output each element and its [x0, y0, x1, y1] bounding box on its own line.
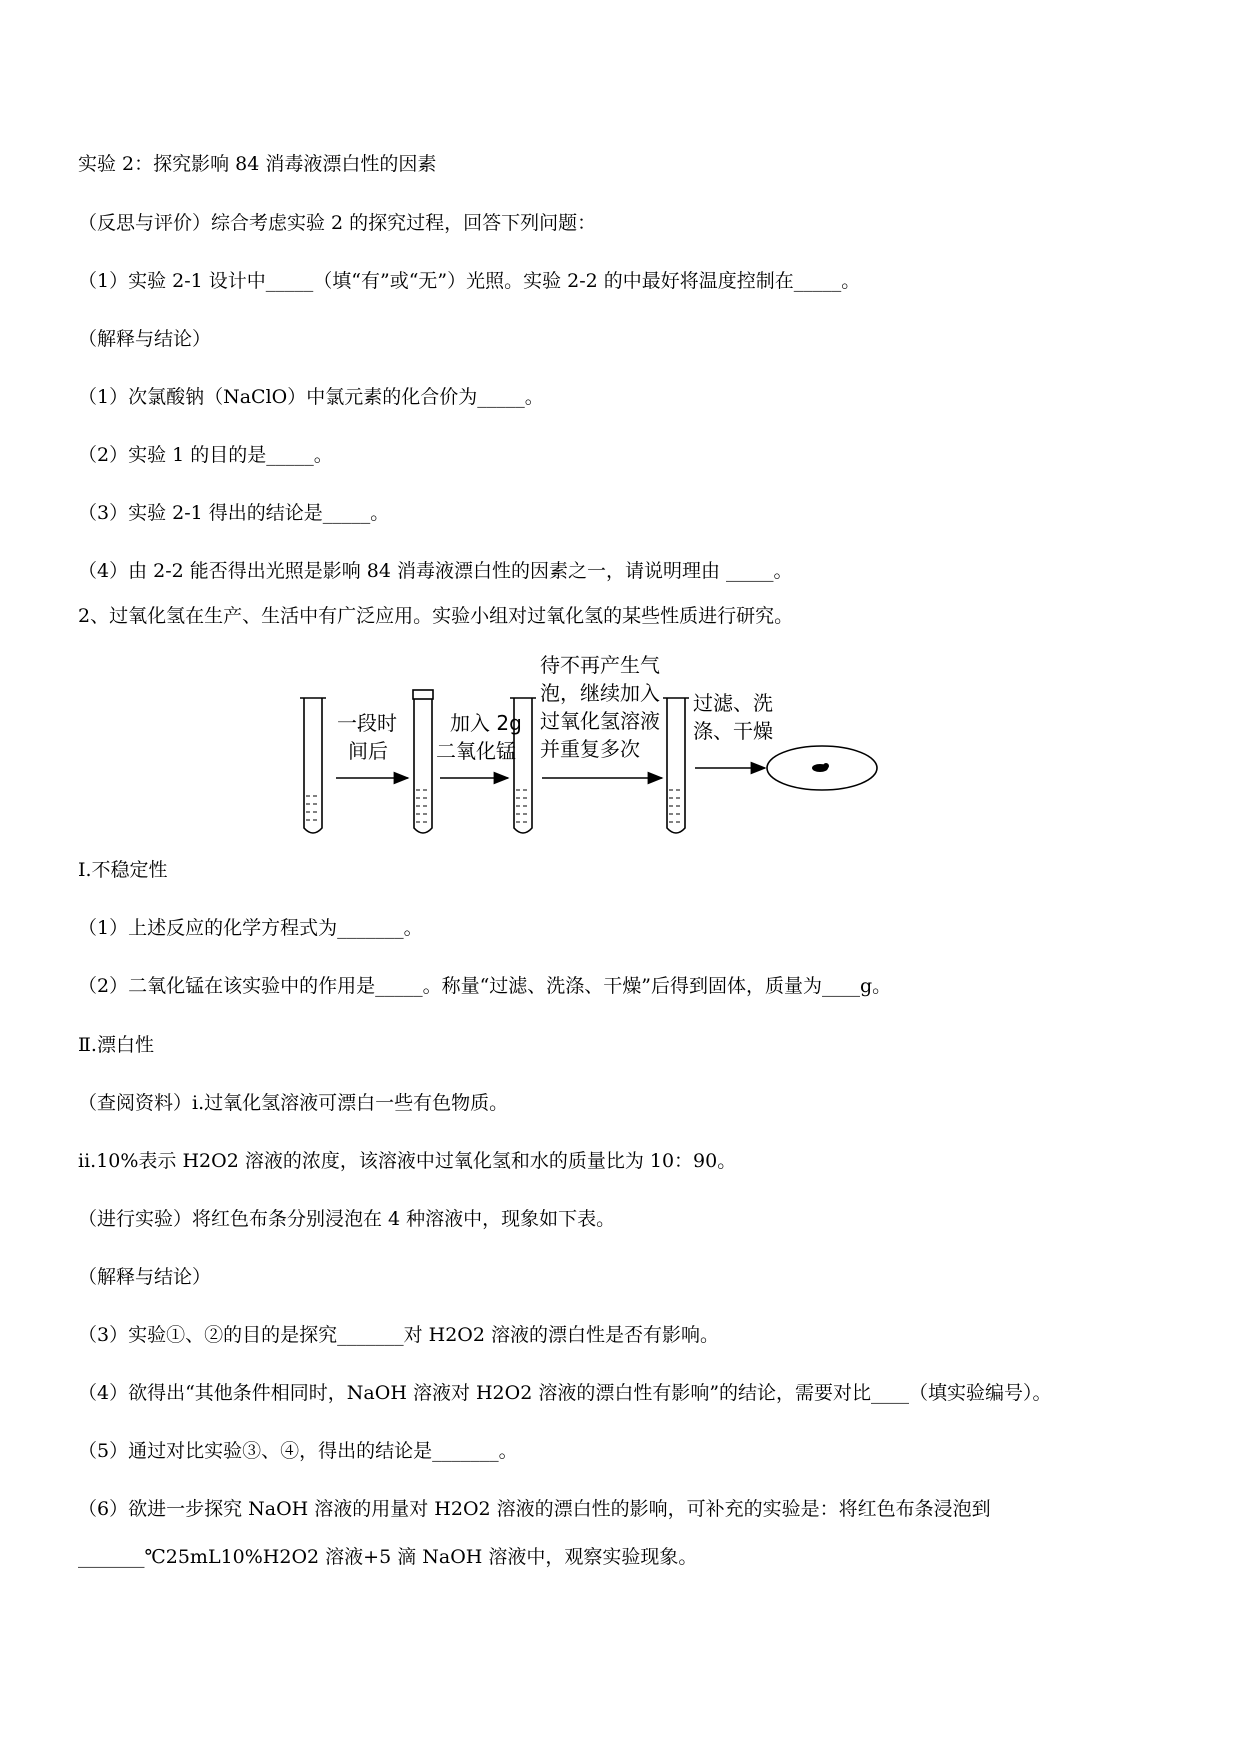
line-4: （解释与结论） [78, 328, 212, 350]
step4-line2: 涤、干燥 [693, 719, 773, 743]
decomposition-experiment-figure [290, 650, 950, 850]
line-3: （1）实验 2-1 设计中_____（填“有”或“无”）光照。实验 2-2 的中最好将温度控制在_____。 [78, 270, 861, 292]
step3-line1: 待不再产生气 [540, 653, 660, 677]
step2-line2: 二氧化锰 [436, 739, 516, 763]
line-7: （3）实验 2-1 得出的结论是_____。 [78, 502, 390, 524]
line-8: （4）由 2-2 能否得出光照是影响 84 消毒液漂白性的因素之一，请说明理由 _____。 [78, 560, 793, 582]
test-tube-3 [510, 698, 536, 833]
watch-glass [767, 746, 877, 790]
line-13: Ⅱ.漂白性 [78, 1034, 154, 1056]
line-5: （1）次氯酸钠（NaClO）中氯元素的化合价为_____。 [78, 386, 544, 408]
line-12: （2）二氧化锰在该实验中的作用是_____。称量“过滤、洗涤、干燥”后得到固体，质量为____g。 [78, 975, 892, 997]
line-14: （查阅资料）i.过氧化氢溶液可漂白一些有色物质。 [78, 1092, 509, 1114]
step3-line3: 过氧化氢溶液 [540, 709, 660, 733]
line-11: （1）上述反应的化学方程式为_______。 [78, 917, 423, 939]
line-6: （2）实验 1 的目的是_____。 [78, 444, 333, 466]
line-22: _______℃25mL10%H2O2 溶液+5 滴 NaOH 溶液中，观察实验现象。 [78, 1546, 698, 1568]
line-18: （3）实验①、②的目的是探究_______对 H2O2 溶液的漂白性是否有影响。 [78, 1324, 719, 1346]
test-tube-4 [663, 698, 689, 833]
step1-line1: 一段时 [337, 711, 397, 735]
line-20: （5）通过对比实验③、④，得出的结论是_______。 [78, 1440, 518, 1462]
step2-line1: 加入 2g [450, 711, 522, 735]
line-2: （反思与评价）综合考虑实验 2 的探究过程，回答下列问题： [78, 212, 597, 234]
line-17: （解释与结论） [78, 1266, 212, 1288]
line-15: ii.10%表示 H2O2 溶液的浓度，该溶液中过氧化氢和水的质量比为 10：90。 [78, 1150, 737, 1172]
step3-line2: 泡，继续加入 [540, 681, 660, 705]
test-tube-1 [300, 698, 326, 833]
line-16: （进行实验）将红色布条分别浸泡在 4 种溶液中，现象如下表。 [78, 1208, 616, 1230]
test-tube-2 [413, 690, 433, 833]
step4-line1: 过滤、洗 [693, 691, 773, 715]
step1-line2: 间后 [348, 739, 388, 763]
line-1: 实验 2：探究影响 84 消毒液漂白性的因素 [78, 153, 437, 175]
line-21: （6）欲进一步探究 NaOH 溶液的用量对 H2O2 溶液的漂白性的影响，可补充的实验是：将红色布条浸泡到 [78, 1498, 991, 1520]
line-19: （4）欲得出“其他条件相同时，NaOH 溶液对 H2O2 溶液的漂白性有影响”的结论，需要对比____（填实验编号）。 [78, 1382, 1052, 1404]
line-10: I.不稳定性 [78, 859, 168, 881]
line-9: 2、过氧化氢在生产、生活中有广泛应用。实验小组对过氧化氢的某些性质进行研究。 [78, 605, 794, 627]
step3-line4: 并重复多次 [540, 737, 640, 761]
